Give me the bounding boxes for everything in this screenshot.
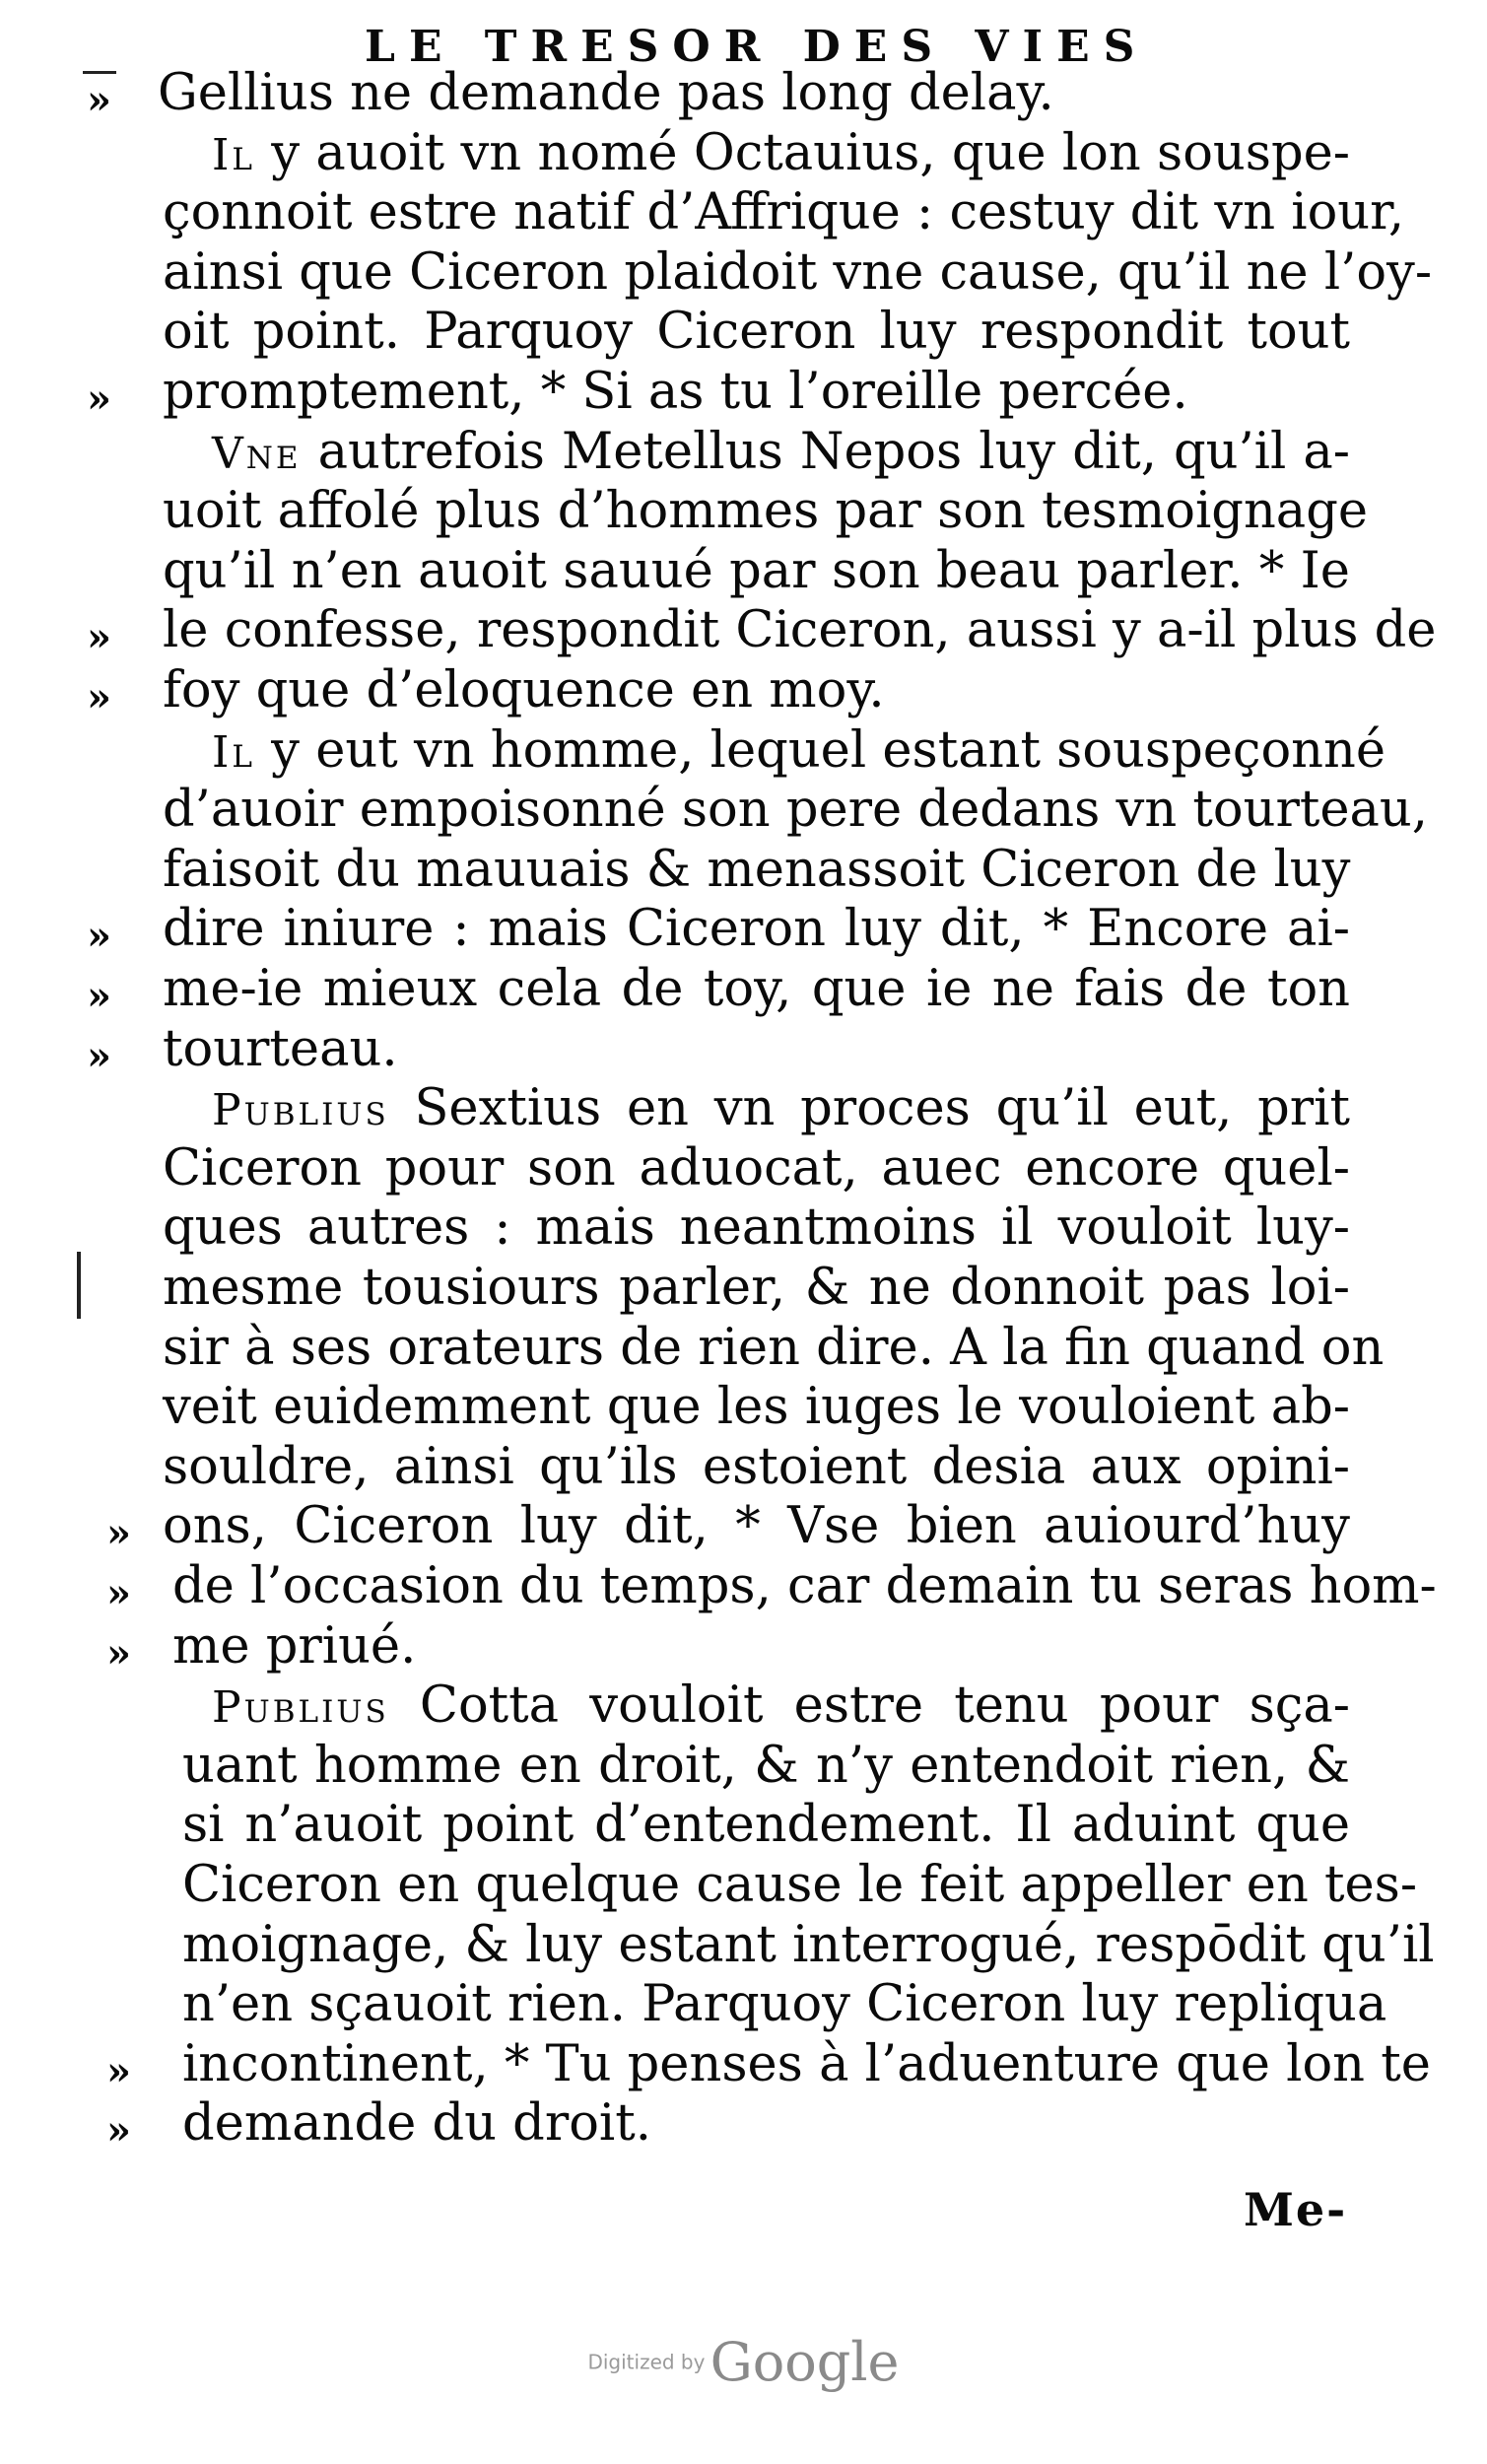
text-line: [182, 2034, 1431, 2095]
paragraph-initial: Vne: [212, 428, 302, 479]
text-line: [182, 1915, 1435, 1976]
text-line: [163, 899, 1350, 960]
line-text: Cotta vouloit estre tenu pour sça-: [388, 1677, 1350, 1736]
text-line: [163, 302, 1350, 363]
watermark-prefix: Digitized by: [587, 2350, 706, 2374]
marginal-quote-mark: »: [106, 2047, 129, 2094]
line-text: dire iniure : mais Ciceron luy dit, * Encore ai-: [163, 900, 1350, 959]
marginal-quote-mark: »: [87, 376, 109, 422]
text-line: [163, 1019, 398, 1080]
catchword: Me-: [1244, 2183, 1348, 2236]
line-text: tourteau.: [163, 1019, 398, 1078]
paragraph-initial: Publius: [212, 1085, 389, 1136]
line-text: me priué.: [172, 1616, 417, 1676]
text-line: [212, 1676, 1350, 1737]
text-line: [182, 2093, 651, 2155]
line-text: oit point. Parquoy Ciceron luy respondit tout: [163, 303, 1350, 362]
text-line: [163, 660, 885, 721]
line-text: promptement, * Si as tu l’oreille percée.: [163, 363, 1188, 421]
line-text: veit euidemment que les iuges le vouloient ab-: [163, 1378, 1350, 1437]
paragraph-initial: Il: [212, 129, 255, 180]
marginal-quote-mark: »: [87, 973, 109, 1019]
marginal-quote-mark: »: [87, 1032, 109, 1079]
line-text: demande du droit.: [182, 2094, 651, 2154]
text-line: [182, 1736, 1350, 1797]
text-line: [163, 481, 1369, 542]
line-text: Sextius en vn proces qu’il eut, prit: [388, 1079, 1350, 1138]
text-line: [163, 1437, 1350, 1498]
line-text: n’en sçauoit rien. Parquoy Ciceron luy repliqua: [182, 1975, 1387, 2034]
line-text: Ciceron en quelque cause le feit appeller en tes-: [182, 1856, 1418, 1914]
line-text: faisoit du mauuais & menassoit Ciceron de luy: [163, 840, 1351, 899]
line-text: foy que d’eloquence en moy.: [163, 661, 885, 719]
text-line: [163, 362, 1188, 423]
line-text: me-ie mieux cela de toy, que ie ne fais de ton: [163, 960, 1350, 1018]
text-line: [212, 123, 1350, 184]
line-text: souldre, ainsi qu’ils estoient desia aux opini-: [163, 1437, 1350, 1496]
line-text: Ciceron pour son aduocat, auec encore quel-: [163, 1138, 1350, 1198]
paragraph-initial: Il: [212, 726, 255, 778]
marginal-quote-mark: »: [87, 913, 109, 960]
text-line: [163, 182, 1405, 243]
line-text: ainsi que Ciceron plaidoit vne cause, qu’il ne l’oy-: [163, 242, 1433, 302]
margin-bracket: [77, 1252, 81, 1319]
line-text: moignage, & luy estant interrogué, respōdit qu’il: [182, 1915, 1435, 1974]
page-corner-mark: [83, 71, 116, 74]
line-text: y auoit vn nomé Octauius, que lon souspe-: [254, 123, 1350, 182]
text-line: [163, 959, 1350, 1020]
text-line: [163, 242, 1433, 304]
text-line: [163, 780, 1428, 841]
bleed-through-shadow: [177, 2168, 1183, 2247]
line-text: autrefois Metellus Nepos luy dit, qu’il a-: [301, 422, 1350, 481]
text-line: [212, 720, 1386, 782]
line-text: d’auoir empoisonné son pere dedans vn tourteau,: [163, 781, 1428, 840]
google-logo: Google: [710, 2331, 900, 2393]
text-line: [163, 1198, 1350, 1259]
text-line: [163, 1138, 1350, 1199]
line-text: çonnoit estre natif d’Affrique : cestuy dit vn iour,: [163, 183, 1405, 242]
line-text: sir à ses orateurs de rien dire. A la fin quand on: [163, 1318, 1385, 1377]
paragraph-initial: Publius: [212, 1682, 389, 1734]
line-text: uant homme en droit, & n’y entendoit rien, &: [182, 1736, 1350, 1795]
text-line: [163, 1496, 1350, 1557]
text-line: [163, 1258, 1350, 1319]
text-line: [163, 840, 1350, 901]
marginal-quote-mark: »: [106, 1510, 129, 1557]
marginal-quote-mark: »: [106, 1570, 129, 1616]
text-line: [163, 600, 1437, 661]
line-text: ques autres : mais neantmoins il vouloit luy-: [163, 1198, 1350, 1258]
text-line: [182, 1855, 1418, 1916]
line-text: de l’occasion du temps, car demain tu seras hom-: [172, 1557, 1437, 1615]
line-text: incontinent, * Tu penses à l’aduenture que lon te: [182, 2034, 1431, 2093]
line-text: qu’il n’en auoit sauué par son beau parler. * Ie: [163, 541, 1350, 600]
text-line: [172, 1616, 416, 1677]
line-text: y eut vn homme, lequel estant souspeçonné: [254, 720, 1386, 780]
digitized-watermark: [0, 2331, 1487, 2393]
text-line: [163, 541, 1350, 602]
text-line: [212, 1078, 1350, 1139]
line-text: si n’auoit point d’entendement. Il aduint que: [182, 1796, 1350, 1855]
text-line: [212, 422, 1350, 483]
marginal-quote-mark: »: [87, 77, 109, 123]
text-line: [163, 1377, 1350, 1438]
line-text: le confesse, respondit Ciceron, aussi y a-il plus de: [163, 601, 1437, 660]
marginal-quote-mark: »: [106, 2107, 129, 2155]
marginal-quote-mark: »: [87, 674, 109, 720]
line-text: ons, Ciceron luy dit, * Vse bien auiourd’huy: [163, 1497, 1350, 1556]
line-text: Gellius ne demande pas long delay.: [158, 64, 1054, 122]
line-text: uoit affolé plus d’hommes par son tesmoignage: [163, 482, 1369, 541]
text-line: [158, 63, 1054, 124]
line-text: mesme tousiours parler, & ne donnoit pas loi-: [163, 1259, 1350, 1317]
text-line: [172, 1556, 1437, 1617]
text-line: [163, 1318, 1385, 1379]
text-line: [182, 1974, 1387, 2035]
marginal-quote-mark: »: [106, 1629, 129, 1677]
marginal-quote-mark: »: [87, 614, 109, 661]
running-head: LE TRESOR DES VIES: [365, 22, 1149, 72]
text-line: [182, 1795, 1350, 1856]
